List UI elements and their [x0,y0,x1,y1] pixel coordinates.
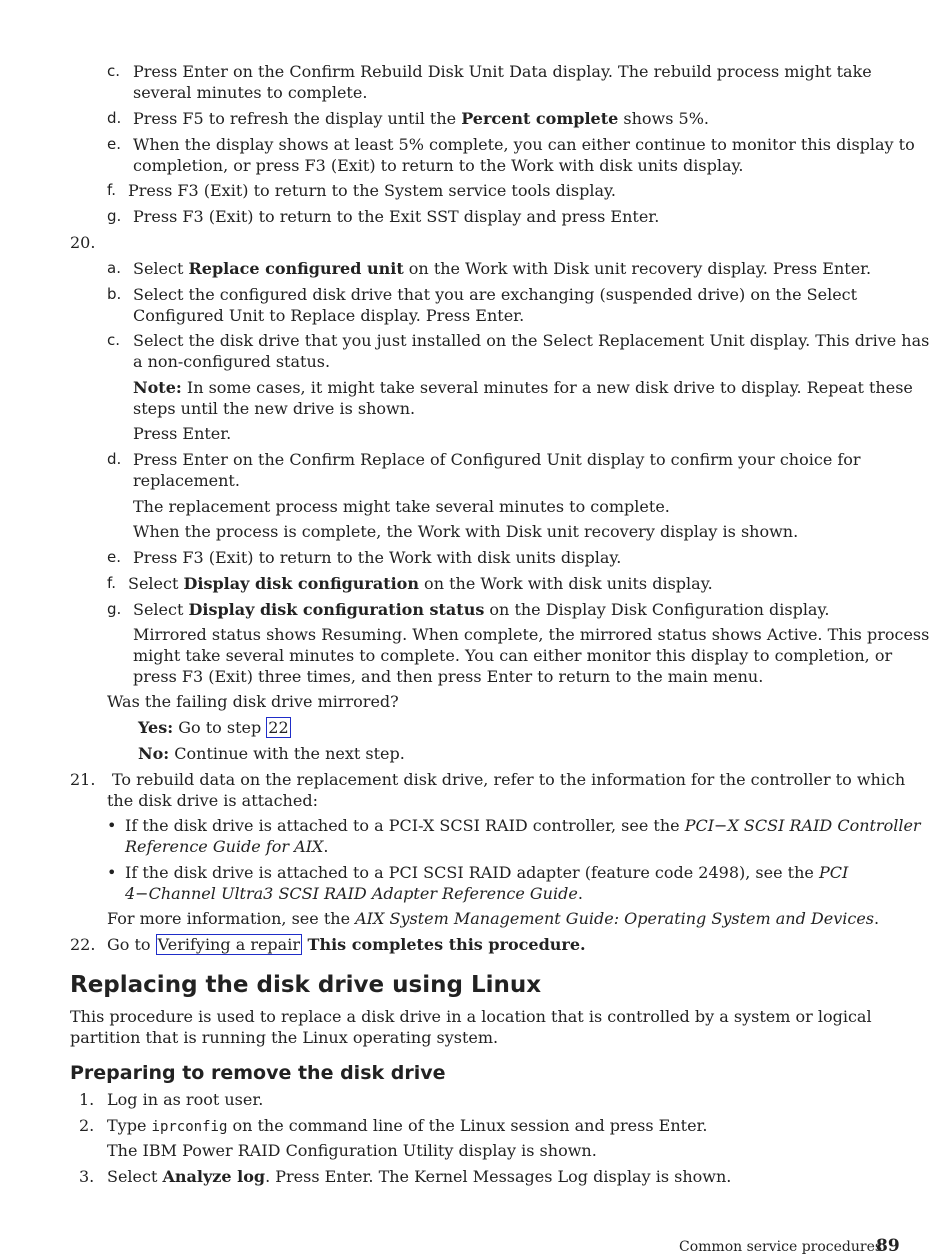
step-20d-line2: replacement. [133,471,240,490]
verifying-a-repair-link[interactable]: Verifying a repair [157,935,300,954]
step-20f-text: Select Display disk configuration on the Work with disk units display. [128,574,713,593]
bullet-2-line2: 4−Channel Ultra3 SCSI RAID Adapter Reference Guide. [125,884,583,903]
sub-step-2-number: 2. [79,1116,95,1135]
step-20g-marker: g. [107,600,122,618]
step-20d-para1: The replacement process might take several minutes to complete. [133,497,670,516]
mirrored-question: Was the failing disk drive mirrored? [107,692,399,711]
answer-yes: Yes: Go to step 22 [138,718,289,737]
step-19g-text: Press F3 (Exit) to return to the Exit SST display and press Enter. [133,207,660,226]
step-21-number: 21. [70,770,96,789]
section-intro-line1: This procedure is used to replace a disk drive in a location that is controlled by a system or logical [70,1007,872,1026]
step-19c-line2: several minutes to complete. [133,83,368,102]
step-21-line1: To rebuild data on the replacement disk drive, refer to the information for the controller to which [112,770,906,789]
step-19e-line2: completion, or press F3 (Exit) to return to the Work with disk units display. [133,156,744,175]
step-19f-marker: f. [107,181,116,199]
step-20g-mirrored-line3: press F3 (Exit) three times, and then press Enter to return to the main menu. [133,667,764,686]
step-19d-marker: d. [107,109,122,127]
step-19c-line1: Press Enter on the Confirm Rebuild Disk Unit Data display. The rebuild process might take [133,62,872,81]
step-19g-marker: g. [107,207,122,225]
sub-step-2-para: The IBM Power RAID Configuration Utility display is shown. [107,1141,597,1160]
bullet-1-marker: • [107,816,117,835]
step-21-line2: the disk drive is attached: [107,791,318,810]
bullet-1-line1: If the disk drive is attached to a PCI-X SCSI RAID controller, see the PCI−X SCSI RAID Controller [125,816,921,835]
sub-step-2-text: Type iprconfig on the command line of the Linux session and press Enter. [107,1116,708,1135]
sub-step-3-number: 3. [79,1167,95,1186]
step-20c-note-line1: Note: In some cases, it might take several minutes for a new disk drive to display. Repeat these [133,378,913,397]
bullet-2-marker: • [107,863,117,882]
step-20a-text: Select Replace configured unit on the Work with Disk unit recovery display. Press Enter. [133,259,872,278]
page-number: 89 [876,1236,900,1256]
step-19f-text: Press F3 (Exit) to return to the System service tools display. [128,181,616,200]
step-20-number: 20. [70,233,96,252]
answer-no: No: Continue with the next step. [138,744,405,763]
step-20e-marker: e. [107,548,121,566]
footer-section-title: Common service procedures [679,1239,883,1255]
step-20g-mirrored-line1: Mirrored status shows Resuming. When complete, the mirrored status shows Active. This process [133,625,930,644]
step-22-number: 22. [70,935,96,954]
step-20d-line1: Press Enter on the Confirm Replace of Configured Unit display to confirm your choice for [133,450,861,469]
section-heading: Replacing the disk drive using Linux [70,972,542,998]
step-19e-marker: e. [107,135,121,153]
step-20c-note-line2: steps until the new drive is shown. [133,399,416,418]
sub-step-3-text: Select Analyze log. Press Enter. The Kernel Messages Log display is shown. [107,1167,732,1186]
step-22-link[interactable]: 22 [268,718,289,737]
bullet-1-line2: Reference Guide for AIX. [125,837,329,856]
step-20c-line1: Select the disk drive that you just installed on the Select Replacement Unit display. This drive has [133,331,930,350]
step-20d-marker: d. [107,450,122,468]
step-19c-marker: c. [107,62,121,80]
section-intro-line2: partition that is running the Linux operating system. [70,1028,499,1047]
sub-step-1-text: Log in as root user. [107,1090,264,1109]
step-19d-text: Press F5 to refresh the display until the Percent complete shows 5%. [133,109,709,128]
step-20g-mirrored-line2: might take several minutes to complete. You can either monitor this display to completion, or [133,646,893,665]
step-20d-para2: When the process is complete, the Work with Disk unit recovery display is shown. [133,522,799,541]
step-20c-marker: c. [107,331,121,349]
step-22-text: Go to Verifying a repair This completes this procedure. [107,935,586,954]
step-20b-marker: b. [107,285,122,303]
bullet-2-line1: If the disk drive is attached to a PCI SCSI RAID adapter (feature code 2498), see the PCI [125,863,849,882]
step-20g-text: Select Display disk configuration status on the Display Disk Configuration display. [133,600,830,619]
sub-step-1-number: 1. [79,1090,95,1109]
step-20b-line1: Select the configured disk drive that you are exchanging (suspended drive) on the Select [133,285,858,304]
step-20c-line2: a non-configured status. [133,352,331,371]
step-20c-press-enter: Press Enter. [133,424,232,443]
step-20a-marker: a. [107,259,121,277]
subsection-heading: Preparing to remove the disk drive [70,1062,446,1084]
step-20f-marker: f. [107,574,116,592]
step-19e-line1: When the display shows at least 5% complete, you can either continue to monitor this display to [133,135,915,154]
step-20e-text: Press F3 (Exit) to return to the Work with disk units display. [133,548,622,567]
step-20b-line2: Configured Unit to Replace display. Press Enter. [133,306,525,325]
command-code: iprconfig [151,1119,228,1135]
step-21-more-info: For more information, see the AIX System Management Guide: Operating System and Devices. [107,909,880,928]
